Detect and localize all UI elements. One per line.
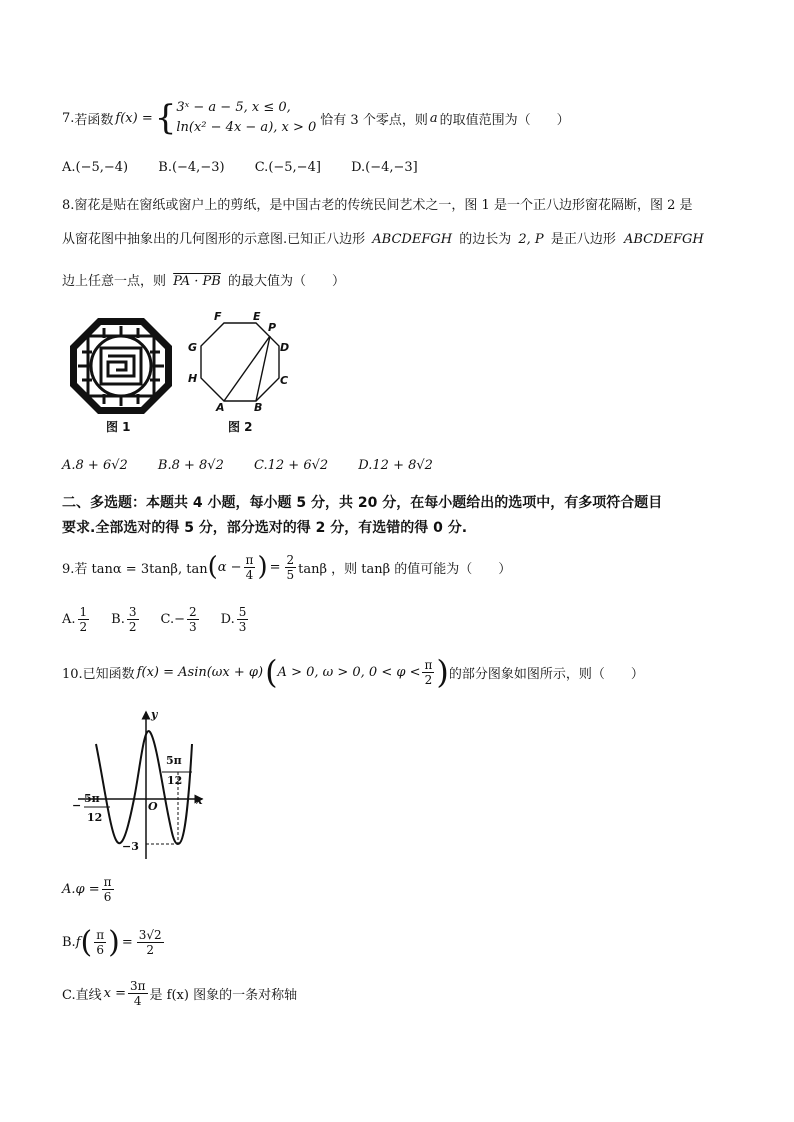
q10-two: 2 bbox=[424, 672, 433, 687]
q10-b-eq: = bbox=[121, 934, 133, 950]
q7-post3: 的取值范围为（ ） bbox=[439, 112, 570, 128]
q10-a-pre: A.φ = bbox=[62, 881, 100, 897]
q9-pi: π bbox=[245, 552, 254, 567]
q9-two: 2 bbox=[286, 552, 295, 567]
vertex-c: C bbox=[280, 374, 289, 387]
q8-line3 bbox=[62, 270, 345, 289]
q10-post: 的部分图象如图所示，则（ ） bbox=[448, 666, 644, 682]
q10-a-den: 6 bbox=[103, 889, 112, 904]
q9-c-sign: − bbox=[174, 611, 186, 627]
vertex-h: H bbox=[188, 372, 198, 385]
q10-pi-over-2 bbox=[422, 658, 434, 687]
q7-a: a bbox=[429, 110, 438, 126]
min-label: −3 bbox=[122, 840, 139, 853]
q10-b-num: π bbox=[96, 927, 105, 942]
q10-option-a[interactable] bbox=[62, 872, 116, 906]
q8-option-d[interactable]: D.12 + 8√2 bbox=[358, 458, 433, 473]
y-axis-label: y bbox=[151, 708, 158, 721]
q9-stem bbox=[62, 550, 511, 584]
x-axis-label: x bbox=[196, 794, 203, 807]
q8-side-p: 2, P bbox=[518, 232, 544, 247]
q10-b-den: 6 bbox=[96, 942, 104, 957]
q10-c-x: x = bbox=[103, 985, 126, 1001]
window-flower-figure bbox=[68, 316, 174, 416]
right-tick-num: 5π bbox=[166, 754, 182, 767]
q9-a-den: 2 bbox=[79, 619, 88, 634]
q10-c-den: 4 bbox=[133, 993, 142, 1008]
q10-pre: 10.已知函数 bbox=[62, 666, 135, 682]
origin-label: O bbox=[148, 800, 158, 813]
q9-d-num: 5 bbox=[238, 604, 247, 619]
q9-eq: = bbox=[269, 559, 281, 575]
q8-octagon-name-2: ABCDEFGH bbox=[623, 232, 704, 247]
q10-c-post: 是 f(x) 图象的一条对称轴 bbox=[149, 987, 298, 1003]
q9-option-d[interactable] bbox=[221, 605, 251, 634]
q9-c-num: 2 bbox=[189, 604, 197, 619]
q10-option-b[interactable]: B. f ( $\frac{\pi}{6}$ ) = $\frac{3√2}{2}$ bbox=[62, 924, 162, 960]
fig2-caption: 图 2 bbox=[228, 420, 253, 434]
q7-option-c[interactable]: C.(−5,−4] bbox=[254, 160, 321, 175]
q7-fx: f(x) = bbox=[115, 110, 153, 126]
q10-c-num: 3π bbox=[129, 978, 146, 993]
q7-stem bbox=[62, 98, 570, 138]
q8-options bbox=[62, 458, 459, 473]
q10-b-rden: 2 bbox=[146, 942, 155, 957]
vertex-d: D bbox=[280, 341, 290, 354]
section2-line1: 二、多选题：本题共 4 小题，每小题 5 分，共 20 分，在每小题给出的选项中，有多项符合题目 bbox=[62, 495, 663, 511]
q9-c-label: C. bbox=[160, 611, 175, 627]
q8-line2c: 的边长为 bbox=[459, 232, 512, 247]
right-tick-den: 12 bbox=[167, 774, 183, 787]
q9-c-den: 3 bbox=[189, 619, 197, 634]
vertex-e: E bbox=[253, 310, 261, 323]
q9-pi-over-4 bbox=[244, 553, 256, 582]
vertex-p: P bbox=[268, 321, 277, 334]
left-tick-minus: − bbox=[72, 799, 82, 812]
q10-b-rnum: 3√2 bbox=[138, 927, 162, 942]
q10-cond: A > 0, ω > 0, 0 < φ < bbox=[277, 664, 421, 680]
vertex-a: A bbox=[216, 401, 225, 414]
q8-option-c[interactable]: C.12 + 6√2 bbox=[254, 458, 329, 473]
q9-d-label: D. bbox=[220, 611, 235, 627]
q9-five: 5 bbox=[286, 567, 295, 582]
vertex-b: B bbox=[254, 401, 263, 414]
q7-pre: 若函数 bbox=[74, 112, 114, 128]
q7-brace: { bbox=[154, 98, 177, 138]
q8-line3a: 边上任意一点，则 bbox=[62, 274, 167, 289]
q10-b-pre: B. bbox=[62, 934, 76, 950]
sine-graph bbox=[70, 704, 210, 866]
vertex-f: F bbox=[214, 310, 222, 323]
q9-rparen: ) bbox=[257, 552, 268, 582]
fig1-caption: 图 1 bbox=[106, 420, 131, 434]
q8-line1: 8.窗花是贴在窗纸或窗户上的剪纸，是中国古老的传统民间艺术之一，图 1 是一个正八边形窗花隔断，图 2 是 bbox=[62, 198, 693, 213]
q8-vector-expr: PA · PB bbox=[173, 274, 221, 289]
q10-fx: f(x) = Asin(ωx + φ) bbox=[136, 664, 264, 680]
q9-option-a[interactable] bbox=[62, 605, 91, 634]
q7-option-a[interactable]: A.(−5,−4) bbox=[62, 160, 129, 175]
q9-a-num: 1 bbox=[79, 604, 88, 619]
q9-two-fifths bbox=[285, 553, 297, 582]
q9-a-label: A. bbox=[62, 611, 76, 627]
q10-stem bbox=[62, 652, 644, 692]
q7-option-b[interactable]: B.(−4,−3) bbox=[158, 160, 225, 175]
q7-number: 7. bbox=[62, 110, 75, 126]
q9-alpha: α − bbox=[217, 559, 242, 575]
q7-post: 恰有 3 个零点，则 bbox=[320, 112, 428, 128]
q10-rparen: ) bbox=[436, 653, 449, 691]
octagon-figure bbox=[186, 310, 296, 416]
q10-lparen: ( bbox=[265, 653, 278, 691]
q9-b-den: 2 bbox=[128, 619, 137, 634]
q8-line3c: 的最大值为（ ） bbox=[227, 274, 345, 289]
q8-line2e: 是正八边形 bbox=[550, 232, 616, 247]
section2-line2: 要求.全部选对的得 5 分，部分选对的得 2 分，有选错的得 0 分. bbox=[62, 520, 468, 536]
q9-lparen: ( bbox=[207, 552, 218, 582]
q9-options bbox=[62, 602, 250, 636]
q9-b-num: 3 bbox=[128, 604, 137, 619]
q9-d-den: 3 bbox=[238, 619, 247, 634]
q9-b-label: B. bbox=[111, 611, 125, 627]
q8-octagon-name: ABCDEFGH bbox=[372, 232, 453, 247]
vertex-g: G bbox=[188, 341, 198, 354]
q7-case2: ln(x² − 4x − a), x > 0 bbox=[176, 120, 317, 135]
q10-option-c[interactable] bbox=[62, 976, 297, 1010]
q8-line2 bbox=[62, 228, 704, 247]
left-tick-den: 12 bbox=[87, 811, 103, 824]
q9-option-b[interactable] bbox=[111, 605, 140, 634]
q8-line2a: 从窗花图中抽象出的几何图形的示意图.已知正八边形 bbox=[62, 232, 366, 247]
q9-pre: 9.若 tanα = 3tanβ, tan bbox=[62, 561, 208, 577]
q10-c-pre: C.直线 bbox=[62, 987, 102, 1003]
q10-b-f: f bbox=[75, 934, 81, 950]
q7-cases bbox=[176, 98, 316, 138]
q8-option-b[interactable]: B.8 + 8√2 bbox=[157, 458, 224, 473]
q9-post: tanβ ，则 tanβ 的值可能为（ ） bbox=[298, 561, 512, 577]
q7-case1: 3ˣ − a − 5, x ≤ 0, bbox=[176, 100, 291, 115]
q7-options bbox=[62, 160, 444, 175]
left-tick-num: 5π bbox=[84, 792, 100, 805]
q7-option-d[interactable]: D.(−4,−3] bbox=[351, 160, 418, 175]
q10-a-num: π bbox=[103, 874, 112, 889]
q9-option-c[interactable] bbox=[161, 605, 201, 634]
q8-option-a[interactable]: A.8 + 6√2 bbox=[62, 458, 128, 473]
q9-four: 4 bbox=[245, 567, 254, 582]
q10-pi: π bbox=[424, 657, 433, 672]
